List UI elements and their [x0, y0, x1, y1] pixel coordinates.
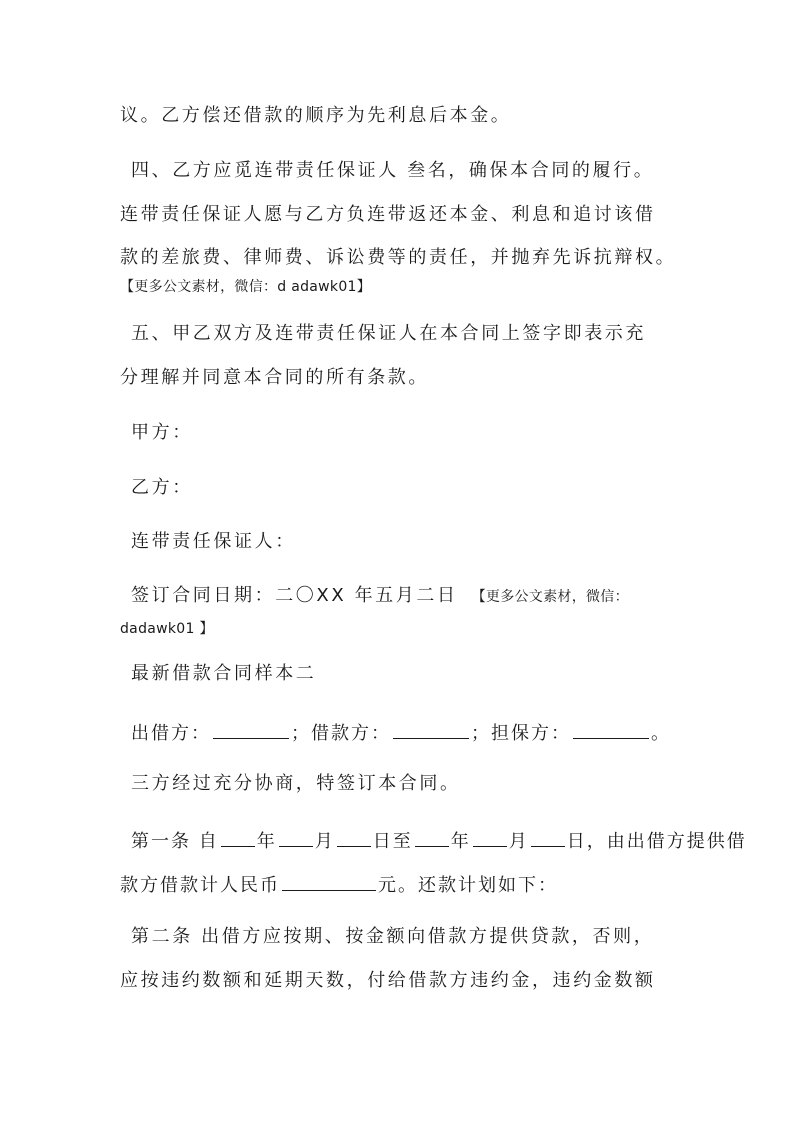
end-month-blank — [473, 827, 507, 847]
paragraph-line: 第二条 出借方应按期、按金额向借款方提供贷款，否则， — [131, 926, 655, 947]
signature-guarantor: 连带责任保证人： — [131, 531, 296, 552]
start-month-blank — [279, 827, 313, 847]
borrower-blank — [393, 719, 469, 739]
signature-party-a: 甲方： — [131, 422, 193, 443]
paragraph-line: 分理解并同意本合同的所有条款。 — [120, 367, 429, 388]
signing-date-line — [131, 584, 629, 609]
paragraph-line: 议。乙方偿还借款的顺序为先利息后本金。 — [120, 105, 512, 126]
start-day-blank — [337, 827, 371, 847]
paragraph-line: 应按违约数额和延期天数，付给借款方违约金，违约金数额 — [120, 970, 656, 991]
watermark-note: 【更多公文素材，微信： — [471, 589, 629, 605]
end-year-blank — [415, 827, 449, 847]
article-1-line-2: 款方借款计人民币 元。还款计划如下： — [120, 871, 558, 898]
guarantor-blank — [573, 719, 649, 739]
watermark-note: dadawk01 】 — [120, 621, 214, 637]
amount-blank — [282, 871, 376, 891]
signing-date: 签订合同日期：二〇XX 年五月二日 — [131, 585, 458, 606]
section-title: 最新借款合同样本二 — [131, 663, 317, 684]
start-year-blank — [221, 827, 255, 847]
paragraph-line: 四、乙方应觅连带责任保证人 叁名，确保本合同的履行。 — [131, 160, 655, 181]
signature-party-b: 乙方： — [131, 477, 193, 498]
article-1-line-1: 第一条 自 年 月 日至 年 月 日，由出借方提供借 — [131, 827, 747, 854]
lender-blank — [213, 719, 289, 739]
paragraph-line: 款的差旅费、律师费、诉讼费等的责任，并抛弃先诉抗辩权。 — [120, 247, 677, 268]
paragraph-line: 三方经过充分协商，特签订本合同。 — [131, 773, 461, 794]
watermark-note: 【更多公文素材，微信：d adawk01】 — [120, 279, 372, 295]
paragraph-line: 连带责任保证人愿与乙方负连带返还本金、利息和追讨该借 — [120, 204, 656, 225]
paragraph-line: 五、甲乙双方及连带责任保证人在本合同上签字即表示充 — [131, 323, 646, 344]
parties-line: 出借方： ；借款方： ；担保方： 。 — [131, 719, 671, 746]
end-day-blank — [531, 827, 565, 847]
